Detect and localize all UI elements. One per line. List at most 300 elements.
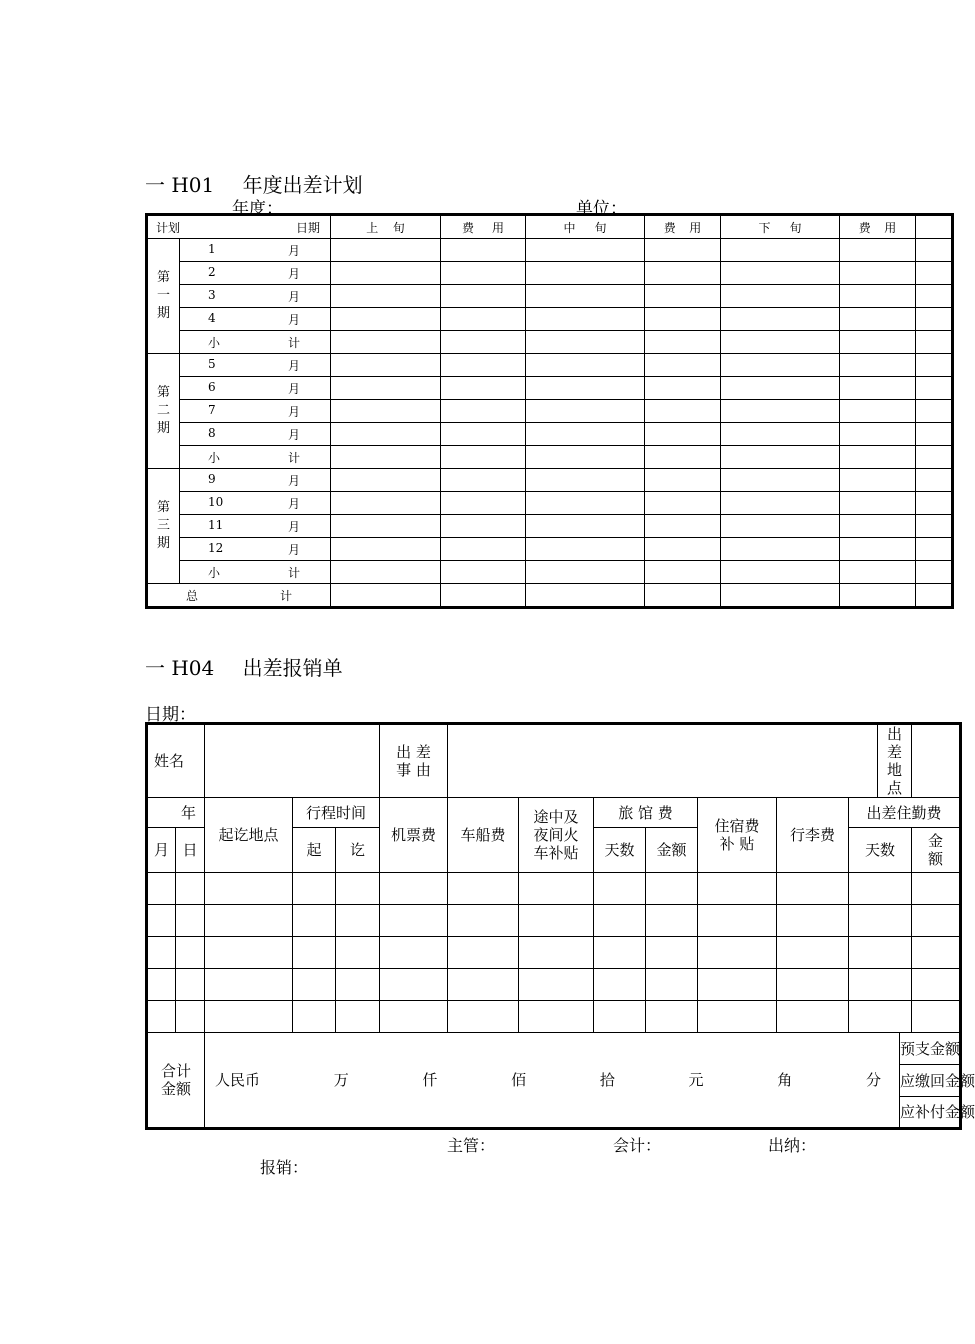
day-header: 日 [176, 828, 205, 873]
header-plan: 计划 [156, 220, 181, 235]
cell[interactable] [645, 561, 721, 584]
cell[interactable] [441, 515, 526, 538]
supervisor-label: 主管： [447, 1136, 496, 1155]
cell[interactable] [721, 515, 840, 538]
expense-data-row [147, 1001, 961, 1033]
cell[interactable] [441, 561, 526, 584]
header-date: 日期 [295, 220, 320, 235]
cell[interactable] [721, 469, 840, 492]
cell[interactable] [526, 377, 645, 400]
topup-label: 应补付金额 [900, 1097, 961, 1129]
cell[interactable] [645, 354, 721, 377]
cell[interactable] [331, 354, 441, 377]
cell[interactable] [519, 1001, 594, 1033]
month-unit: 月 [287, 312, 300, 327]
cell[interactable] [646, 1001, 698, 1033]
cell[interactable] [721, 492, 840, 515]
month-unit: 月 [287, 381, 300, 396]
month-unit: 月 [287, 542, 300, 557]
cell[interactable] [646, 873, 698, 905]
cell[interactable] [519, 873, 594, 905]
lodging-header: 住宿费 补 贴 [698, 798, 777, 873]
cell[interactable] [441, 584, 526, 608]
cell[interactable] [293, 937, 336, 969]
cell[interactable] [176, 937, 205, 969]
cell[interactable] [849, 1001, 912, 1033]
hotel-header: 旅 馆 费 [594, 798, 698, 828]
cell[interactable] [336, 937, 380, 969]
cell[interactable] [840, 538, 916, 561]
cell[interactable] [441, 400, 526, 423]
cell[interactable] [698, 873, 777, 905]
subtotal-label-1: 小 [208, 450, 221, 465]
cell[interactable] [205, 905, 293, 937]
cell[interactable] [645, 584, 721, 608]
cell[interactable] [645, 308, 721, 331]
expense-title [145, 652, 343, 681]
cell[interactable] [380, 873, 448, 905]
cell[interactable] [441, 538, 526, 561]
plan-row [147, 538, 953, 561]
cell[interactable] [448, 873, 519, 905]
month-number: 4 [208, 310, 216, 325]
plan-row [147, 492, 953, 515]
month-number: 7 [208, 402, 216, 417]
cell[interactable] [840, 515, 916, 538]
cell[interactable] [526, 492, 645, 515]
month-number: 3 [208, 287, 216, 302]
cell[interactable] [721, 308, 840, 331]
cell[interactable] [526, 262, 645, 285]
cell[interactable] [519, 905, 594, 937]
header-fee-1: 费 [858, 220, 871, 235]
cell[interactable] [721, 584, 840, 608]
header-fee-1: 费 [461, 220, 474, 235]
header-fee-1: 费 [663, 220, 676, 235]
cell[interactable] [721, 262, 840, 285]
cell[interactable] [526, 239, 645, 262]
plan-code: 一 H01 [145, 173, 215, 197]
month-number: 8 [208, 425, 216, 440]
cell[interactable] [840, 239, 916, 262]
cell[interactable] [293, 873, 336, 905]
subtotal-label-2: 计 [287, 565, 300, 580]
cell[interactable] [448, 1001, 519, 1033]
cell[interactable] [777, 873, 849, 905]
cell[interactable] [526, 469, 645, 492]
cell[interactable] [441, 308, 526, 331]
cell[interactable] [777, 905, 849, 937]
cell[interactable] [912, 1001, 961, 1033]
cell[interactable] [205, 969, 293, 1001]
unit-shi: 拾 [599, 1071, 615, 1089]
reason-label: 出 差 事 由 [380, 724, 448, 798]
reason-input[interactable] [448, 724, 878, 798]
cell[interactable] [526, 515, 645, 538]
subtotal-label-2: 计 [287, 335, 300, 350]
cell[interactable] [293, 1001, 336, 1033]
refund-label: 应缴回金额 [900, 1065, 961, 1097]
plan-row [147, 308, 953, 331]
cell[interactable] [912, 905, 961, 937]
cell[interactable] [645, 515, 721, 538]
cell[interactable] [840, 285, 916, 308]
cell[interactable] [916, 262, 953, 285]
header-upper-1: 上 [366, 220, 379, 235]
cell[interactable] [336, 905, 380, 937]
cell[interactable] [441, 331, 526, 354]
cell[interactable] [331, 239, 441, 262]
header-fee-2: 用 [491, 220, 504, 235]
plan-year-label: 年度： [232, 199, 283, 219]
cell[interactable] [526, 561, 645, 584]
plan-title-text: 年度出差计划 [242, 173, 363, 197]
cell[interactable] [441, 492, 526, 515]
month-unit: 月 [287, 404, 300, 419]
cell[interactable] [916, 446, 953, 469]
cell[interactable] [448, 937, 519, 969]
cell[interactable] [840, 377, 916, 400]
boat-header: 车船费 [448, 798, 519, 873]
cell[interactable] [849, 969, 912, 1001]
rmb-amount[interactable] [205, 1033, 900, 1129]
cell[interactable] [777, 1001, 849, 1033]
plan-row [147, 239, 953, 262]
cell[interactable] [916, 515, 953, 538]
cell[interactable] [205, 1001, 293, 1033]
cell[interactable] [698, 937, 777, 969]
cell[interactable] [645, 377, 721, 400]
cell[interactable] [721, 423, 840, 446]
cell[interactable] [441, 285, 526, 308]
cell[interactable] [526, 423, 645, 446]
cell[interactable] [441, 377, 526, 400]
cell[interactable] [840, 354, 916, 377]
cell[interactable] [721, 446, 840, 469]
cell[interactable] [293, 969, 336, 1001]
cell[interactable] [698, 969, 777, 1001]
cell[interactable] [526, 400, 645, 423]
cell[interactable] [336, 873, 380, 905]
month-unit: 月 [287, 473, 300, 488]
cell[interactable] [840, 308, 916, 331]
cell[interactable] [205, 873, 293, 905]
month-unit: 月 [287, 496, 300, 511]
month-header: 月 [147, 828, 176, 873]
month-number: 5 [208, 356, 216, 371]
cell[interactable] [721, 377, 840, 400]
month-number: 6 [208, 379, 216, 394]
claimant-label: 报销： [260, 1158, 309, 1177]
cell[interactable] [441, 469, 526, 492]
cell[interactable] [526, 584, 645, 608]
cell[interactable] [912, 937, 961, 969]
cell[interactable] [380, 1001, 448, 1033]
cell[interactable] [721, 331, 840, 354]
cell[interactable] [331, 446, 441, 469]
month-unit: 月 [287, 243, 300, 258]
cell[interactable] [777, 937, 849, 969]
plan-total-row [147, 584, 953, 608]
expense-table [145, 722, 975, 1130]
cell[interactable] [645, 285, 721, 308]
cell[interactable] [293, 905, 336, 937]
cell[interactable] [645, 262, 721, 285]
cell[interactable] [916, 584, 953, 608]
cell[interactable] [721, 239, 840, 262]
unit-jiao: 角 [777, 1071, 793, 1089]
expense-code: 一 H04 [145, 656, 215, 680]
cell[interactable] [721, 561, 840, 584]
expense-data-row [147, 969, 961, 1001]
cell[interactable] [840, 446, 916, 469]
cell[interactable] [331, 262, 441, 285]
cashier-label: 出纳： [768, 1136, 817, 1155]
cell[interactable] [721, 285, 840, 308]
cell[interactable] [526, 538, 645, 561]
cell[interactable] [594, 937, 646, 969]
expense-title-text: 出差报销单 [242, 656, 343, 680]
cell[interactable] [594, 1001, 646, 1033]
month-unit: 月 [287, 266, 300, 281]
cell[interactable] [331, 515, 441, 538]
cell[interactable] [519, 969, 594, 1001]
cell[interactable] [441, 239, 526, 262]
cell[interactable] [331, 469, 441, 492]
cell[interactable] [916, 423, 953, 446]
cell[interactable] [916, 377, 953, 400]
cell[interactable] [331, 492, 441, 515]
cell[interactable] [336, 1001, 380, 1033]
cell[interactable] [916, 469, 953, 492]
air-header: 机票费 [380, 798, 448, 873]
expense-date-label: 日期： [145, 705, 196, 725]
cell[interactable] [331, 561, 441, 584]
unit-yuan: 元 [688, 1071, 704, 1089]
cell[interactable] [916, 308, 953, 331]
cell[interactable] [645, 492, 721, 515]
header-fee-2: 用 [884, 220, 897, 235]
cell[interactable] [849, 937, 912, 969]
unit-qian: 仟 [422, 1071, 438, 1089]
cell[interactable] [594, 873, 646, 905]
expense-total-row [147, 1033, 961, 1065]
month-number: 9 [208, 471, 216, 486]
total-amount-label: 合计金额 [147, 1033, 205, 1129]
cell[interactable] [526, 446, 645, 469]
cell[interactable] [331, 285, 441, 308]
cell[interactable] [336, 969, 380, 1001]
expense-top-row [147, 724, 961, 798]
plan-subtotal-row [147, 561, 953, 584]
route-header: 起讫地点 [205, 798, 293, 873]
cell[interactable] [205, 937, 293, 969]
cell[interactable] [840, 469, 916, 492]
cell[interactable] [380, 905, 448, 937]
cell[interactable] [840, 561, 916, 584]
cell[interactable] [645, 538, 721, 561]
cell[interactable] [147, 969, 176, 1001]
subtotal-label-1: 小 [208, 335, 221, 350]
allowance-days-header: 天数 [849, 828, 912, 873]
cell[interactable] [526, 354, 645, 377]
cell[interactable] [840, 262, 916, 285]
cell[interactable] [645, 469, 721, 492]
cell[interactable] [840, 423, 916, 446]
cell[interactable] [441, 446, 526, 469]
cell[interactable] [147, 905, 176, 937]
place-input[interactable] [912, 724, 961, 798]
cell[interactable] [176, 873, 205, 905]
cell[interactable] [331, 331, 441, 354]
unit-bai: 佰 [511, 1071, 527, 1089]
plan-row [147, 285, 953, 308]
cell[interactable] [698, 1001, 777, 1033]
allowance-header: 出差住勤费 [849, 798, 961, 828]
month-number: 11 [208, 517, 224, 532]
cell[interactable] [916, 239, 953, 262]
cell[interactable] [331, 377, 441, 400]
allowance-amount-header: 金 额 [912, 828, 961, 873]
cell[interactable] [380, 937, 448, 969]
year-header: 年 [147, 798, 205, 828]
name-input[interactable] [205, 724, 380, 798]
cell[interactable] [840, 492, 916, 515]
cell[interactable] [331, 308, 441, 331]
cell[interactable] [840, 400, 916, 423]
cell[interactable] [441, 423, 526, 446]
period-label: 第三期 [147, 469, 180, 584]
hotel-amount-header: 金额 [646, 828, 698, 873]
trip-time-header: 行程时间 [293, 798, 380, 828]
cell[interactable] [441, 262, 526, 285]
total-label-1: 总 [186, 588, 199, 603]
cell[interactable] [916, 561, 953, 584]
period-label: 第一期 [147, 239, 180, 354]
cell[interactable] [526, 285, 645, 308]
cell[interactable] [594, 905, 646, 937]
cell[interactable] [916, 492, 953, 515]
cell[interactable] [646, 937, 698, 969]
cell[interactable] [721, 538, 840, 561]
cell[interactable] [331, 538, 441, 561]
cell[interactable] [698, 905, 777, 937]
month-unit: 月 [287, 358, 300, 373]
plan-row [147, 515, 953, 538]
cell[interactable] [331, 423, 441, 446]
header-middle-1: 中 [563, 220, 576, 235]
cell[interactable] [645, 423, 721, 446]
cell[interactable] [912, 873, 961, 905]
header-upper-2: 旬 [392, 220, 405, 235]
expense-data-row [147, 905, 961, 937]
cell[interactable] [840, 584, 916, 608]
cell[interactable] [840, 331, 916, 354]
cell[interactable] [721, 354, 840, 377]
cell[interactable] [448, 969, 519, 1001]
travel-plan-table [145, 213, 954, 609]
cell[interactable] [147, 937, 176, 969]
cell[interactable] [645, 400, 721, 423]
month-unit: 月 [287, 427, 300, 442]
plan-row [147, 423, 953, 446]
month-number: 2 [208, 264, 216, 279]
plan-subtotal-row [147, 331, 953, 354]
cell[interactable] [441, 354, 526, 377]
cell[interactable] [645, 239, 721, 262]
cell[interactable] [849, 873, 912, 905]
period-label: 第二期 [147, 354, 180, 469]
header-lower-2: 旬 [789, 220, 802, 235]
cell[interactable] [777, 969, 849, 1001]
cell[interactable] [645, 446, 721, 469]
plan-row [147, 377, 953, 400]
month-number: 12 [208, 540, 224, 555]
plan-unit-label: 单位： [576, 199, 627, 219]
month-unit: 月 [287, 519, 300, 534]
cell[interactable] [645, 331, 721, 354]
month-number: 1 [208, 241, 216, 256]
cell[interactable] [448, 905, 519, 937]
accountant-label: 会计： [613, 1136, 662, 1155]
cell[interactable] [916, 354, 953, 377]
subtotal-label-1: 小 [208, 565, 221, 580]
cell[interactable] [646, 905, 698, 937]
cell[interactable] [331, 400, 441, 423]
cell[interactable] [526, 308, 645, 331]
subtotal-label-2: 计 [287, 450, 300, 465]
cell[interactable] [147, 873, 176, 905]
cell[interactable] [721, 400, 840, 423]
unit-fen: 分 [865, 1071, 881, 1089]
cell[interactable] [594, 969, 646, 1001]
cell[interactable] [646, 969, 698, 1001]
plan-subtotal-row [147, 446, 953, 469]
cell[interactable] [916, 285, 953, 308]
cell[interactable] [849, 905, 912, 937]
plan-row [147, 262, 953, 285]
cell[interactable] [916, 538, 953, 561]
header-fee-2: 用 [689, 220, 702, 235]
night-header: 途中及夜间火车补贴 [519, 798, 594, 873]
name-label: 姓名 [147, 724, 205, 798]
cell[interactable] [176, 1001, 205, 1033]
plan-row [147, 469, 953, 492]
cell[interactable] [380, 969, 448, 1001]
total-label-2: 计 [279, 588, 292, 603]
cell[interactable] [147, 1001, 176, 1033]
cell[interactable] [331, 584, 441, 608]
cell[interactable] [916, 400, 953, 423]
month-number: 10 [208, 494, 224, 509]
cell[interactable] [176, 905, 205, 937]
plan-header-row [147, 215, 953, 239]
rmb-label: 人民币 [215, 1071, 261, 1089]
from-header: 起 [293, 828, 336, 873]
cell[interactable] [916, 331, 953, 354]
expense-data-row [147, 937, 961, 969]
cell[interactable] [176, 969, 205, 1001]
plan-row [147, 354, 953, 377]
to-header: 讫 [336, 828, 380, 873]
cell[interactable] [519, 937, 594, 969]
cell[interactable] [912, 969, 961, 1001]
month-unit: 月 [287, 289, 300, 304]
header-middle-2: 旬 [594, 220, 607, 235]
place-label: 出 差 地 点 [878, 724, 912, 798]
header-lower-1: 下 [758, 220, 771, 235]
cell[interactable] [526, 331, 645, 354]
